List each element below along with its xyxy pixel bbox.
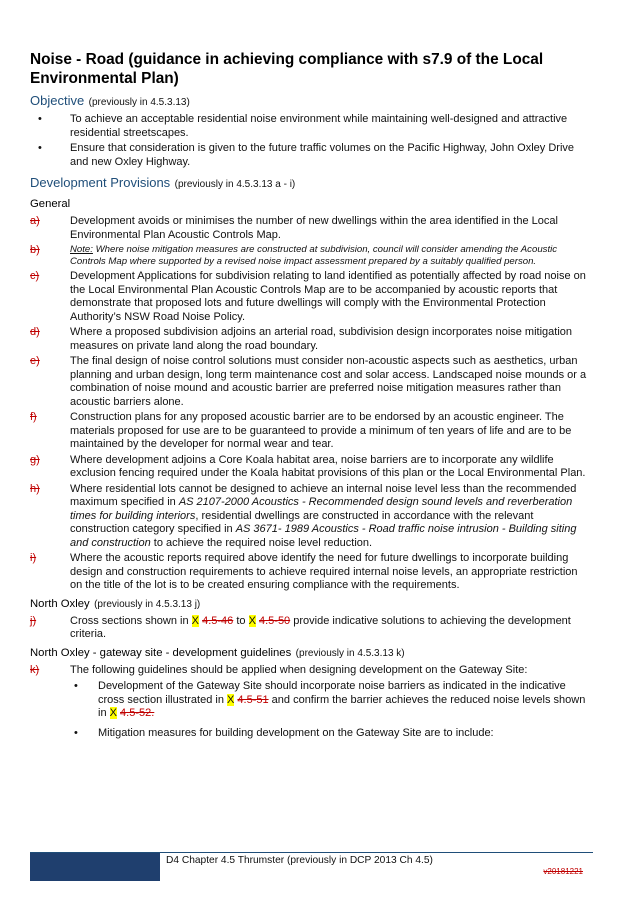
provision-f: f) Construction plans for any proposed acoustic barrier are to be endorsed by an acoustic engineer. The materials proposed for use are to be guaranteed to provide a minimum of ten years of life and are to be maintained by the developer for normal wear and tear. (30, 411, 572, 450)
provision-e: e) The final design of noise control solutions must consider non-acoustic aspects such as aesthetics, urban planning and urban design, long term maintenance cost and solar access. Landscaped noise mounds or a combination of noise mound and acoustic barrier are preferred noise mitigation measures rather than acoustic barriers alone. (30, 355, 587, 408)
page-footer (30, 852, 593, 883)
list-item: • Development of the Gateway Site should incorporate noise barriers as indicated in the indicative cross section illustrated in X 4.5-51 and confirm the barrier achieves the reduced noise levels shown in X 4.5-52. (74, 680, 586, 719)
gateway-list (70, 680, 592, 740)
general-heading: General (30, 198, 71, 210)
list-item: • To achieve an acceptable residential noise environment while maintaining well-designed and attractive residential streetscapes. (38, 113, 568, 139)
provisions-heading: Development Provisions (previously in 4.5.3.13 a - i) (30, 175, 296, 190)
provision-d: d) Where a proposed subdivision adjoins an arterial road, subdivision design incorporates noise mitigation measures on private land along the road boundary. (30, 326, 573, 352)
provision-b: b) Note: Where noise mitigation measures are constructed at subdivision, council will consider amending the Acoustic Controls Map where supported by a revised noise impact assessment prepared by a suitably qualified person. (30, 244, 558, 267)
provision-c: c) Development Applications for subdivision relating to land identified as potentially affected by road noise on the Local Environmental Plan Acoustic Controls Map are to be accompanied by acoustic reports that demonstrate that proposed lots and future dwellings will comply with the Environmental Protection Authority’s NSW Road Noise Policy. (30, 270, 586, 323)
list-item: • Mitigation measures for building development on the Gateway Site are to include: (74, 726, 494, 739)
provision-h: h) Where residential lots cannot be designed to achieve an internal noise level less than the recommended maximum specified in AS 2107-2000 Acoustics - Recommended design sound levels and reverberation times for building interiors, residential dwellings are constructed in accordance with the relevant construction category specified in AS 3671- 1989 Acoustics - Road traffic noise intrusion - Building siting and construction to achieve the required noise level reduction. (30, 482, 577, 549)
provision-k: k) The following guidelines should be applied when designing development on the Gateway Site: • Development of the Gateway Site should incorporate noise barriers as indicated in the indicative cross section illustrated in X 4.5-51 and confirm the barrier achieves the reduced noise levels shown in X 4.5-52. • Mitigation measures for building development on the Gateway Site are to include: (30, 664, 592, 741)
footer-band (30, 853, 160, 881)
objective-list (30, 113, 592, 169)
document-page (30, 50, 592, 746)
north-oxley-heading: North Oxley (previously in 4.5.3.13 j) (30, 597, 201, 610)
list-item: • Ensure that consideration is given to the future traffic volumes on the Pacific Highway, John Oxley Drive and new Oxley Highway. (38, 142, 575, 168)
provision-j: j) Cross sections shown in X 4.5-46 to X 4.5-50 provide indicative solutions to achieving the development criteria. (30, 614, 571, 640)
provision-g: g) Where development adjoins a Core Koala habitat area, noise barriers are to incorporate any wildlife exclusion fencing required under the Koala habitat provisions of this plan or the Local Environmental Plan. (30, 453, 586, 479)
footer-text: D4 Chapter 4.5 Thrumster (previously in DCP 2013 Ch 4.5) (166, 855, 433, 866)
footer-version: v20181221 (543, 867, 583, 876)
gateway-heading: North Oxley - gateway site - development guidelines (previously in 4.5.3.13 k) (30, 646, 405, 659)
provision-a: a) Development avoids or minimises the number of new dwellings within the area identified in the Local Environmental Plan Acoustic Controls Map. (30, 215, 558, 241)
page-title: Noise - Road (guidance in achieving compliance with s7.9 of the Local Environmental Plan) (30, 51, 544, 87)
objective-heading: Objective (previously in 4.5.3.13) (30, 93, 190, 108)
provision-i: i) Where the acoustic reports required above identify the need for future dwellings to incorporate building design and construction requirements to achieve required internal noise levels, an appropriate restriction on the title of the lot is to be created ensuring compliance with the requirements. (30, 552, 578, 591)
